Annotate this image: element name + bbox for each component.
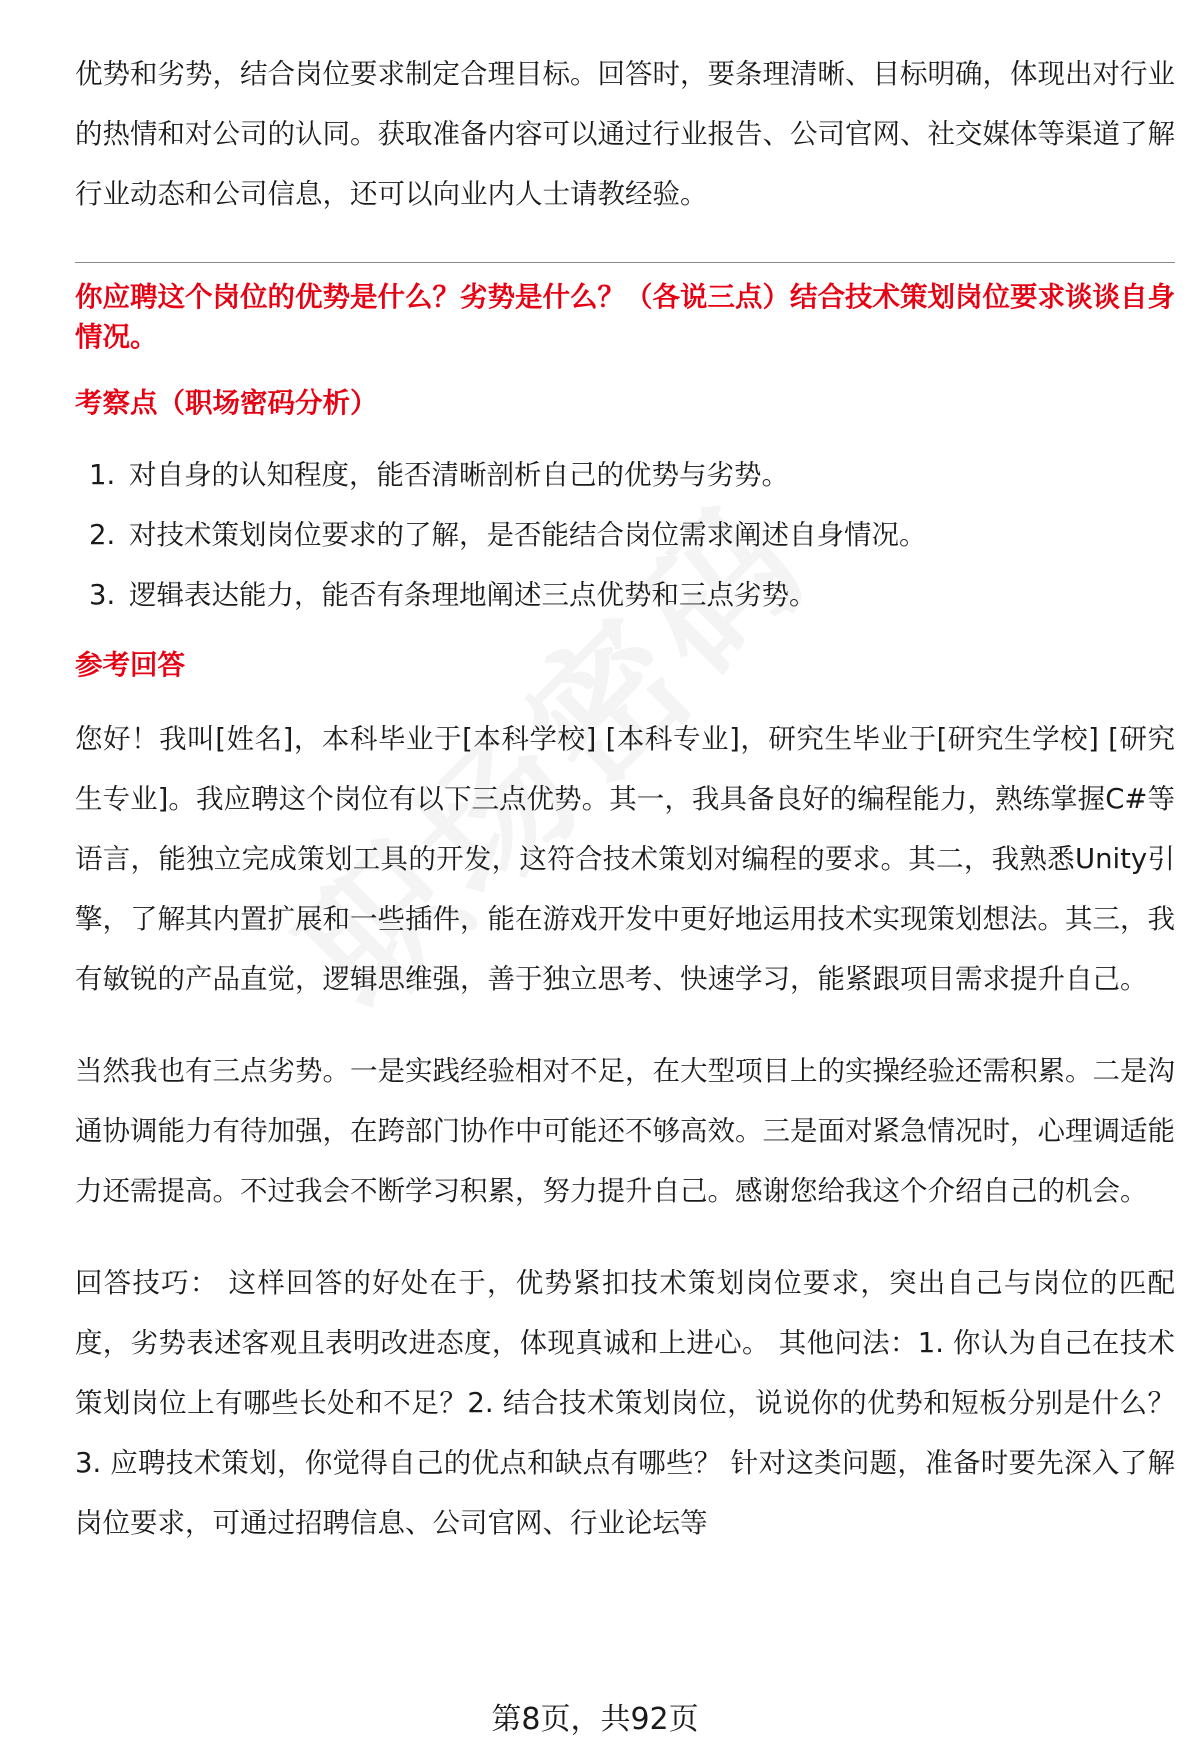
list-item-number: 3. [89, 579, 116, 611]
question-heading: 你应聘这个岗位的优势是什么？劣势是什么？（各说三点）结合技术策划岗位要求谈谈自身情况。 [75, 281, 1175, 353]
list-item-text: 对技术策划岗位要求的了解，是否能结合岗位需求阐述自身情况。 [129, 519, 927, 551]
answer-heading: 参考回答 [75, 649, 185, 681]
list-item-number: 2. [89, 519, 116, 551]
points-list [75, 445, 1175, 625]
list-item [89, 505, 1175, 565]
answer-paragraph-strengths: 您好！我叫[姓名]，本科毕业于[本科学校] [本科专业]，研究生毕业于[研究生学校] [研究生专业]。我应聘这个岗位有以下三点优势。其一，我具备良好的编程能力，熟练掌握C#等语言，能独立完成策划工具的开发，这符合技术策划对编程的要求。其二，我熟悉Unity引擎，了解其内置扩展和一些插件，能在游戏开发中更好地运用技术实现策划想法。其三，我有敏锐的产品直觉，逻辑思维强，善于独立思考、快速学习，能紧跟项目需求提升自己。 [75, 723, 1175, 995]
intro-paragraph: 优势和劣势，结合岗位要求制定合理目标。回答时，要条理清晰、目标明确，体现出对行业的热情和对公司的认同。获取准备内容可以通过行业报告、公司官网、社交媒体等渠道了解行业动态和公司信息，还可以向业内人士请教经验。 [75, 58, 1175, 210]
points-heading: 考察点（职场密码分析） [75, 387, 378, 419]
tips-paragraph: 回答技巧： 这样回答的好处在于，优势紧扣技术策划岗位要求，突出自己与岗位的匹配度，劣势表述客观且表明改进态度，体现真诚和上进心。 其他问法：1. 你认为自己在技术策划岗位上有哪些长处和不足？2. 结合技术策划岗位，说说你的优势和短板分别是什么？3. 应聘技术策划，你觉得自己的优点和缺点有哪些？ 针对这类问题，准备时要先深入了解岗位要求，可通过招聘信息、公司官网、行业论坛等 [75, 1267, 1175, 1539]
list-item-text: 逻辑表达能力，能否有条理地阐述三点优势和三点劣势。 [129, 579, 817, 611]
page-content [75, 44, 1175, 1553]
list-item [89, 445, 1175, 505]
list-item [89, 565, 1175, 625]
list-item-text: 对自身的认知程度，能否清晰剖析自己的优势与劣势。 [129, 459, 789, 491]
list-item-number: 1. [89, 459, 116, 491]
section-divider [75, 262, 1175, 263]
answer-paragraph-weaknesses: 当然我也有三点劣势。一是实践经验相对不足，在大型项目上的实操经验还需积累。二是沟通协调能力有待加强，在跨部门协作中可能还不够高效。三是面对紧急情况时，心理调适能力还需提高。不过我会不断学习积累，努力提升自己。感谢您给我这个介绍自己的机会。 [75, 1055, 1175, 1207]
page-number-footer: 第8页，共92页 [491, 1702, 699, 1737]
